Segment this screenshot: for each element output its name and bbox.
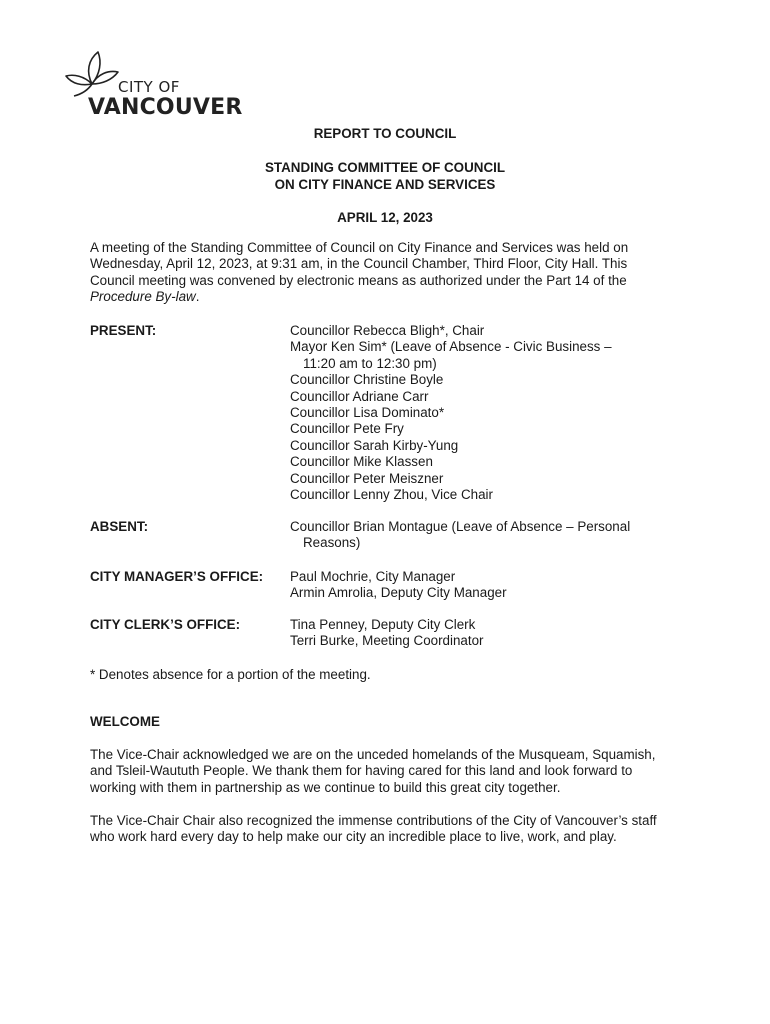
- list-item: Tina Penney, Deputy City Clerk: [290, 617, 476, 632]
- list-item: Councillor Rebecca Bligh*, Chair: [290, 323, 485, 338]
- list-item: Terri Burke, Meeting Coordinator: [290, 633, 484, 649]
- present-label: PRESENT:: [90, 323, 157, 338]
- list-item: Armin Amrolia, Deputy City Manager: [290, 585, 507, 601]
- list-item: Reasons): [303, 535, 361, 551]
- city-manager-label: CITY MANAGER’S OFFICE:: [90, 569, 264, 584]
- city-logo: [62, 44, 242, 124]
- city-clerk-label: CITY CLERK’S OFFICE:: [90, 617, 241, 632]
- logo-vancouver: VANCOUVER: [88, 95, 243, 120]
- report-title: REPORT TO COUNCIL: [313, 126, 457, 141]
- absent-label: ABSENT:: [90, 519, 149, 534]
- list-item: 11:20 am to 12:30 pm): [303, 355, 437, 371]
- welcome-heading: WELCOME: [90, 714, 160, 729]
- committee-title-line1: STANDING COMMITTEE OF COUNCIL: [264, 160, 506, 175]
- procedure-bylaw-reference: Procedure By-law: [90, 289, 196, 305]
- list-item: Mayor Ken Sim* (Leave of Absence - Civic Business –: [290, 339, 612, 355]
- list-item: Councillor Brian Montague (Leave of Absence – Personal: [290, 519, 631, 534]
- committee-title-line2: ON CITY FINANCE AND SERVICES: [274, 177, 496, 192]
- footnote: * Denotes absence for a portion of the meeting.: [90, 667, 371, 682]
- city-clerk-list: [290, 617, 690, 650]
- list-item: Paul Mochrie, City Manager: [290, 569, 456, 584]
- list-item: Councillor Lenny Zhou, Vice Chair: [290, 487, 493, 503]
- list-item: Councillor Peter Meiszner: [290, 470, 444, 486]
- intro-paragraph: A meeting of the Standing Committee of Council on City Finance and Services was held on Wednesday, April 12, 2023, at 9:31 am, in the Council Chamber, Third Floor, City Hall. This Council meeting was convened by electronic means as authorized under the Part 14 of the Procedure By-law.: [90, 240, 629, 305]
- logo-city-of: CITY OF: [118, 78, 180, 96]
- list-item: Councillor Sarah Kirby-Yung: [290, 437, 459, 453]
- present-list: [290, 323, 690, 503]
- list-item: Councillor Pete Fry: [290, 421, 404, 437]
- welcome-paragraph-2: The Vice-Chair Chair also recognized the immense contributions of the City of Vancouver’s staff who work hard every day to help make our city an incredible place to live, work, and play.: [90, 813, 657, 845]
- list-item: Councillor Lisa Dominato*: [290, 405, 445, 421]
- meeting-date: APRIL 12, 2023: [337, 210, 433, 225]
- list-item: Councillor Mike Klassen: [290, 454, 433, 470]
- list-item: Councillor Christine Boyle: [290, 372, 444, 388]
- list-item: Councillor Adriane Carr: [290, 388, 429, 404]
- welcome-paragraph-1: The Vice-Chair acknowledged we are on the unceded homelands of the Musqueam, Squamish, and Tsleil-Waututh People. We thank them for having cared for this land and look forward to working with them in partnership as we continue to build this great city together.: [90, 747, 656, 795]
- city-manager-list: [290, 569, 690, 602]
- absent-list: [290, 519, 690, 552]
